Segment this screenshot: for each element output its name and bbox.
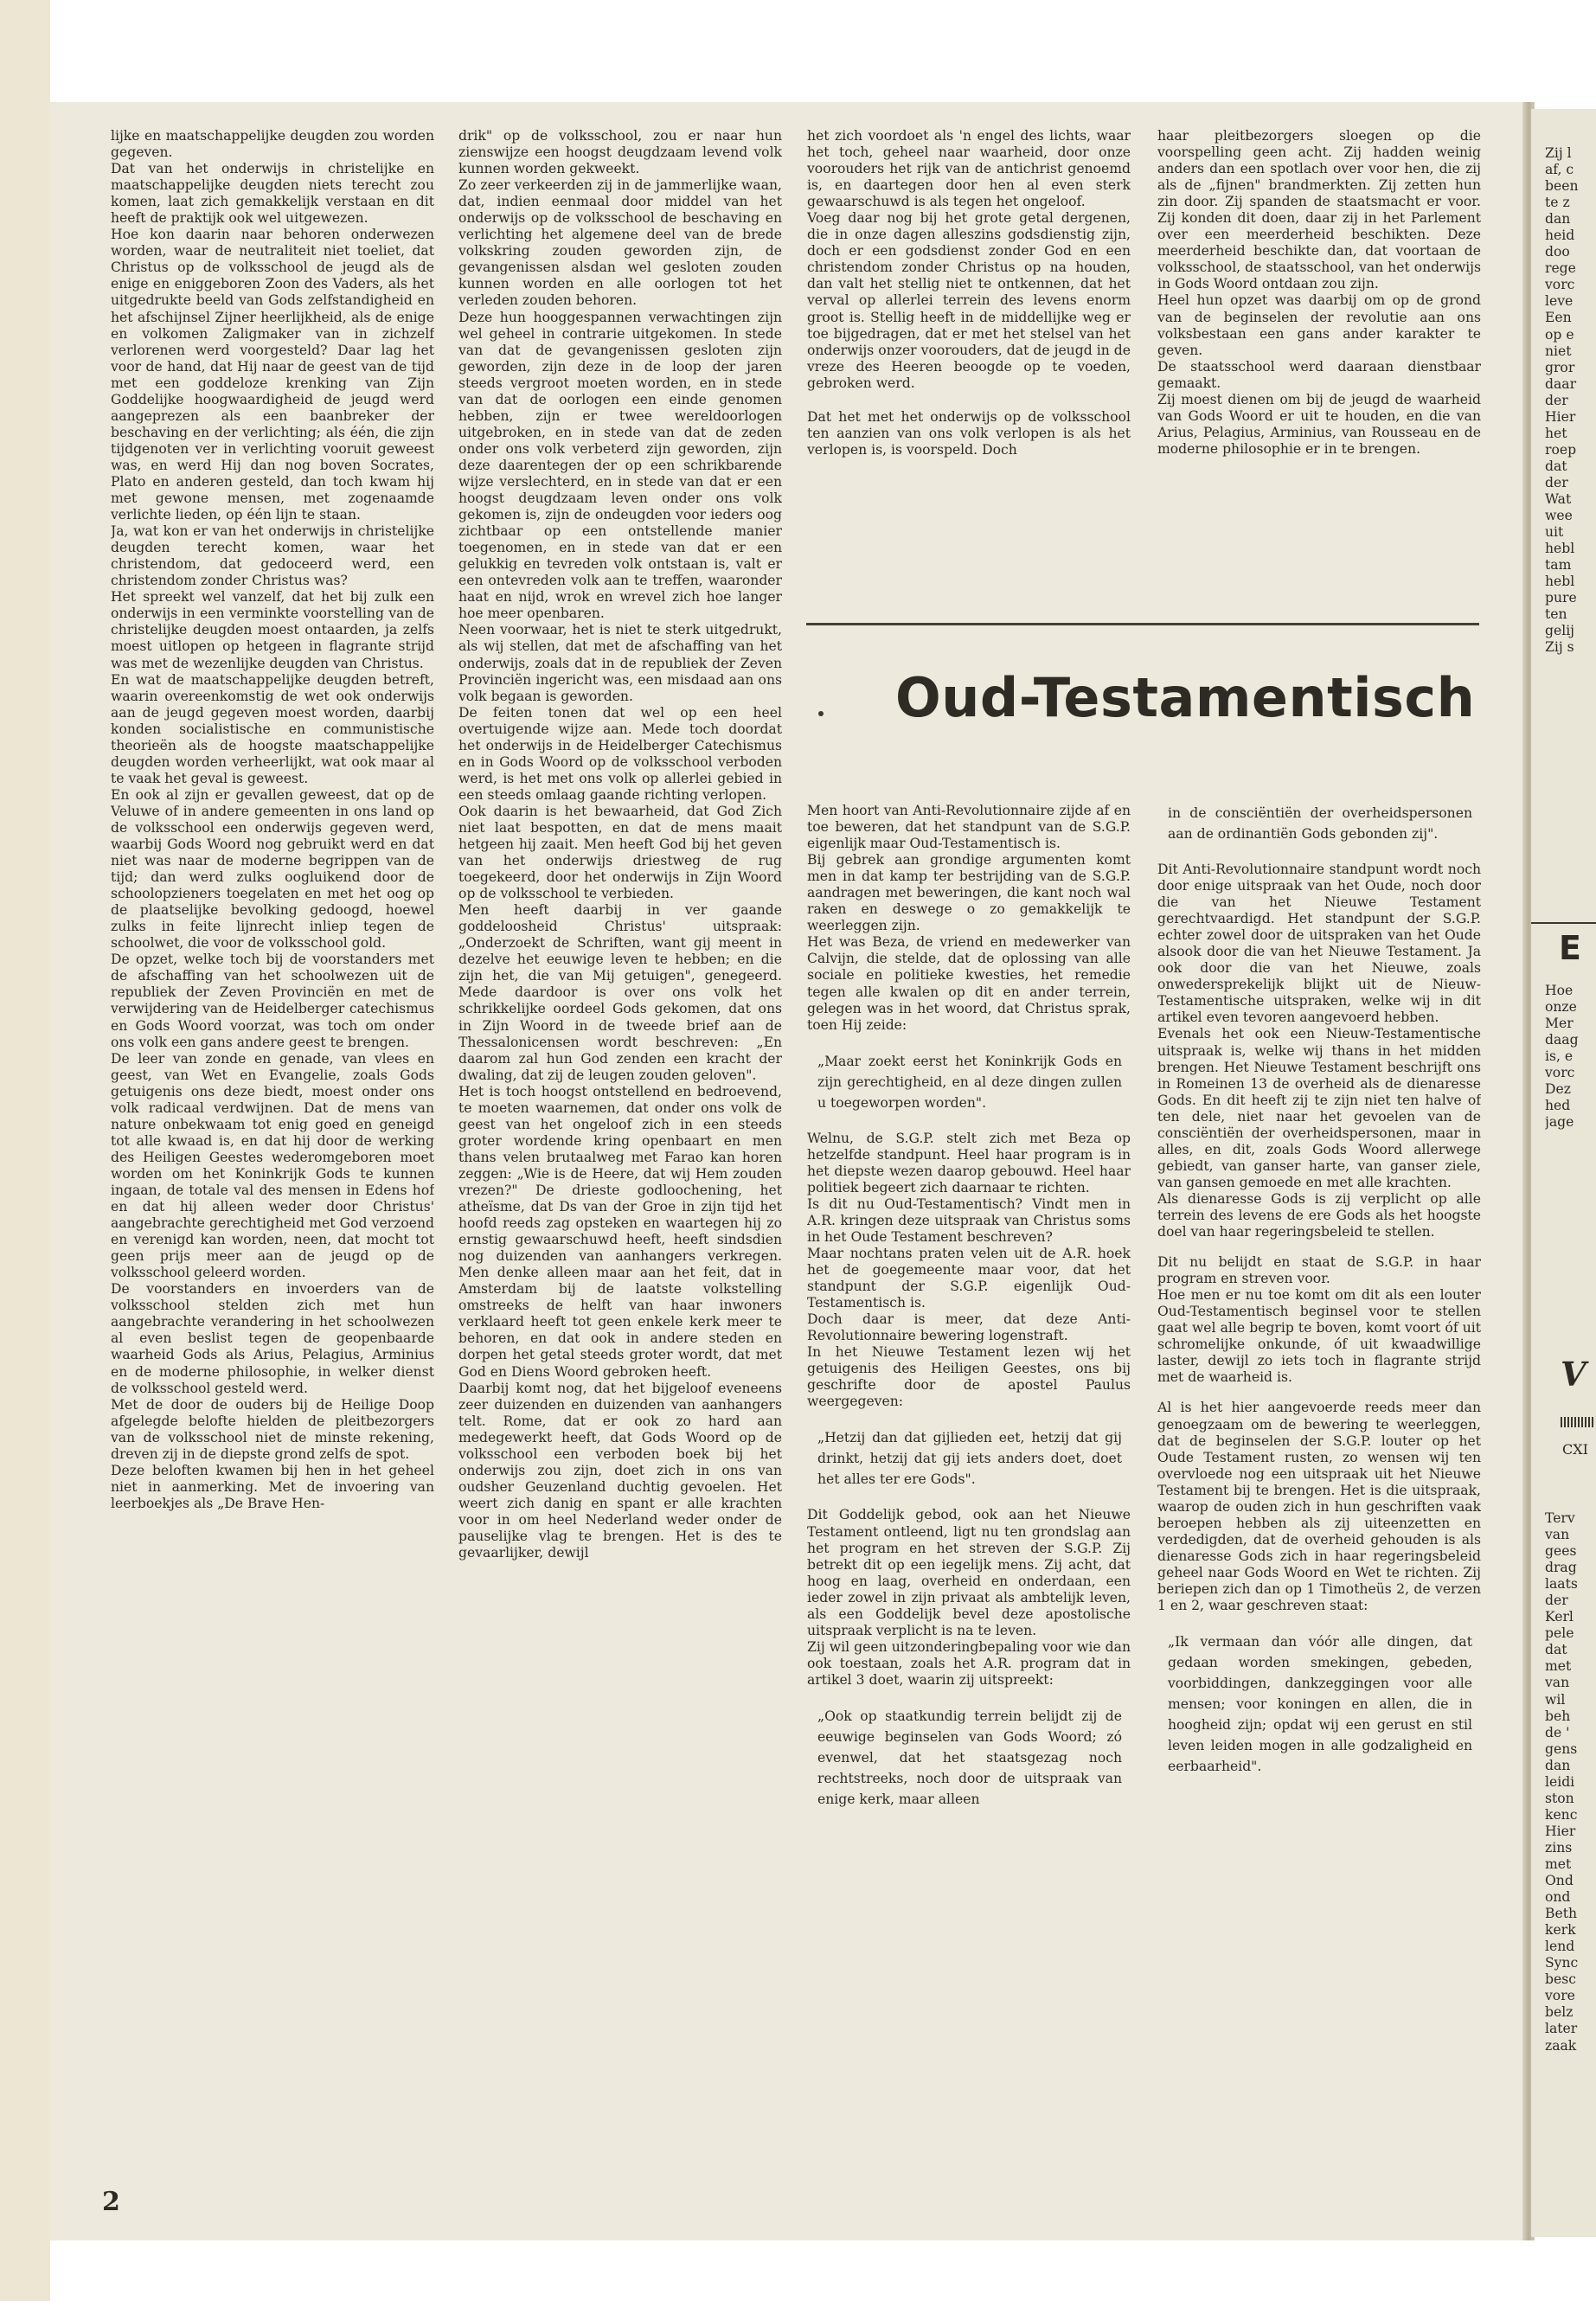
fragment-line: Hoe [1545, 983, 1574, 998]
fragment-line: gens [1545, 1740, 1578, 1757]
quotation: „Ik vermaan dan vóór alle dingen, dat gedaan worden smekingen, gebeden, voorbiddingen, dankzeggingen voor alle mensen; voor koningen en allen, die in hoogheid zijn; opdat wij een gerust en stil leven leiden mogen in alle godzaligheid en eerbaarheid". [1168, 1634, 1472, 1775]
paragraph: Dit Anti-Revolutionnaire standpunt wordt noch door enige uitspraak van het Oude, noch door die van het Nieuwe Testament gerechtvaardigd. Het standpunt der S.G.P. echter zowel door de uitspraken van het Oude alsook door die van het Nieuwe Testament. Ja ook door die van het Nieuwe, zoals onwedersprekelijk blijkt uit de Nieuw-Testamentische uitspraken, welke wij in dit artikel even tevoren aangevoerd hebben. [1157, 862, 1481, 1026]
fragment-line: vorc [1545, 1065, 1575, 1081]
quotation: „Maar zoekt eerst het Koninkrijk Gods en zijn gerechtigheid, en al deze dingen zullen u toegeworpen worden". [817, 1053, 1122, 1111]
fragment-line: vorc [1545, 277, 1575, 293]
paragraph: Men hoort van Anti-Revolutionnaire zijde af en toe beweren, dat het standpunt van de S.G.P. eigenlijk maar Oud-Testamentisch is. [807, 803, 1131, 852]
bullet-mark [818, 711, 824, 716]
fragment-line: pele [1545, 1625, 1574, 1642]
fragment-line: jage [1545, 1114, 1574, 1131]
fragment-line: wil [1545, 1691, 1566, 1708]
section-divider [806, 623, 1479, 625]
fragment-line: zins [1545, 1839, 1573, 1856]
article-column-3-top [807, 128, 1131, 595]
fragment-line: kerk [1545, 1922, 1576, 1939]
paragraph: Dit Goddelijk gebod, ook aan het Nieuwe Testament ontleend, ligt nu ten grondslag aan het program en het streven der S.G.P. Zij betrekt dit op een iegelijk mens. Zij acht, dat hoog en laag, overheid en onderdaan, een ieder zowel in zijn privaat als ambtelijk leven, als een Goddelijk bevel deze apostolische uitspraak verplicht is na te leven. [807, 1507, 1131, 1638]
article-headline: Oud-Testamentisch [895, 666, 1476, 729]
fragment-line: Ond [1545, 1873, 1574, 1889]
fragment-line: roep [1545, 441, 1577, 458]
article-column-3-bottom [807, 803, 1131, 2135]
paragraph: het zich voordoet als 'n engel des lichts, waar het toch, geheel naar waarheid, door onze voorouders het rijk van de antichrist genoemd is, en daartegen door hen al even sterk gewaarschuwd is als tegen het ongeloof. [807, 128, 1131, 210]
fragment-line: Sync [1545, 1955, 1579, 1971]
paragraph: De feiten tonen dat wel op een heel overtuigende wijze aan. Mede toch doordat het onderwijs in de Heidelberger Catechismus en in Gods Woord op de volksschool verboden werd, is het met ons volk op allerlei gebied in een steeds omlaag gaande richting verlopen. [458, 704, 782, 803]
fragment-line: van [1545, 1675, 1570, 1691]
article-column-4-bottom [1157, 803, 1481, 2135]
fragment-line: is, e [1545, 1048, 1574, 1065]
paragraph: Als dienaresse Gods is zij verplicht op alle terrein des levens de ere Gods als het hoogste doel van haar regeringsbeleid te stellen. [1157, 1190, 1481, 1240]
paragraph: Zo zeer verkeerden zij in de jammerlijke waan, dat, indien eenmaal door middel van het onderwijs op de volksschool de beschaving en verlichting het algemene deel van de brede volkskring zouden geworden zijn, de gevangenissen alsdan wel gesloten zouden kunnen worden en alle oorlogen tot het verleden zouden behoren. [458, 177, 782, 309]
fragment-line: besc [1545, 1971, 1576, 1988]
paragraph: Doch daar is meer, dat deze Anti-Revolutionnaire bewering logenstraft. [807, 1311, 1131, 1344]
fragment-line: gror [1545, 359, 1575, 375]
fragment-line: Kerl [1545, 1609, 1574, 1625]
fragment-line: later [1545, 2021, 1578, 2037]
paragraph: Neen voorwaar, het is niet te sterk uitgedrukt, als wij stellen, dat met de afschaffing van het onderwijs, zoals dat in de republiek der Zeven Provinciën ingericht was, een misdaad aan ons volk begaan is geworden. [458, 622, 782, 704]
paragraph: Ook daarin is het bewaarheid, dat God Zich niet laat bespotten, en dat de mens maait hetgeen hij zaait. Men heeft God bij het geven van het onderwijs driestweg de rug toegekeerd, door het onderwijs in Zijn Woord op de volksschool te verbieden. [458, 803, 782, 902]
fragment-line: drag [1545, 1560, 1577, 1576]
next-page-text-bottom [1545, 1510, 1596, 2054]
paragraph: In het Nieuwe Testament lezen wij het getuigenis des Heiligen Geestes, ons bij geschrifte door de apostel Paulus weergegeven: [807, 1344, 1131, 1410]
quotation: in de consciëntiën der overheidspersonen aan de ordinantiën Gods gebonden zij". [1168, 805, 1472, 842]
fragment-line: dat [1545, 458, 1567, 474]
page-number: 2 [102, 2187, 120, 2217]
paragraph: De leer van zonde en genade, van vlees en geest, van Wet en Evangelie, zoals Gods getuigenis ons deze biedt, moest onder ons volk radicaal verdwijnen. Dat de mens van nature onbekwaam tot enig goed en geneigd tot alle kwaad is, en dat hij door de werking des Heiligen Geestes wederomgeboren moet worden om het Koninkrijk Gods te kunnen ingaan, de totale val des mensen in Edens hof en dat hij alleen weder door Christus' aangebrachte gerechtigheid met God verzoend en verenigd kan worden, neen, dat mocht tot geen prijs meer aan de jeugd op de volksschool geleerd worden. [111, 1050, 434, 1281]
paragraph: Met de door de ouders bij de Heilige Doop afgelegde belofte hielden de pleitbezorgers van de volksschool niet de minste rekening, dreven zij in de diepste grond zelfs de spot. [111, 1396, 434, 1462]
fragment-line: laats [1545, 1576, 1578, 1593]
paragraph: Het is toch hoogst ontstellend en bedroevend, te moeten waarnemen, dat onder ons volk de geest van het ongeloof zich in een steeds groter wordende kring openbaart en men thans velen brutaalweg met Farao kan horen zeggen: „Wie is de Heere, dat wij Hem zouden vrezen?" De drieste godloochening, het atheïsme, dat Ds van der Groe in zijn tijd het hoofd reeds zag opsteken en waartegen hij zo ernstig gewaarschuwd heeft, heeft sindsdien nog duizenden van aanhangers verkregen. Men denke alleen maar aan het feit, dat in Amsterdam bij de laatste volkstelling omstreeks de helft van haar inwoners verklaard heeft tot geen enkele kerk meer te behoren, en dat ook in andere steden en dorpen het getal steeds groter wordt, dat met God en Diens Woord gebroken heeft. [458, 1083, 782, 1380]
article-column-4-top [1157, 128, 1481, 595]
fragment-line: van [1545, 1527, 1570, 1543]
paragraph: De voorstanders en invoerders van de volksschool stelden zich met hun aangebrachte verandering in het schoolwezen al even beslist tegen de geopenbaarde waarheid Gods als Arius, Pelagius, Arminius en de moderne philosophie, in welker dienst de volksschool gesteld werd. [111, 1281, 434, 1396]
paragraph: Dat van het onderwijs in christelijke en maatschappelijke deugden niets terecht zou komen, laat zich gemakkelijk verstaan en dit heeft de praktijk ook wel uitgewezen. [111, 161, 434, 227]
fragment-line: onze [1545, 999, 1577, 1016]
paragraph: drik" op de volksschool, zou er naar hun zienswijze een hoogst deugdzaam levend volk kunnen worden gekweekt. [458, 128, 782, 177]
paragraph: Maar nochtans praten velen uit de A.R. hoek het de goegemeente maar voor, dat het standpunt der S.G.P. eigenlijk Oud-Testamentisch is. [807, 1245, 1131, 1311]
fragment-line: daag [1545, 1032, 1579, 1048]
article-column-1 [111, 128, 434, 2182]
fragment-line: Een [1545, 310, 1572, 326]
fragment-line: beh [1545, 1708, 1571, 1724]
fragment-line: het [1545, 425, 1567, 441]
fragment-line: uit [1545, 524, 1564, 541]
paragraph: Hoe kon daarin naar behoren onderwezen worden, waar de neutraliteit niet toeliet, dat Christus op de volksschool de jeugd als de enige en eniggeboren Zoon des Vaders, als het uitgedrukte beeld van Gods zelfstandigheid en het afschijnsel Zijner heerlijkheid, als de enige en volkomen Zaligmaker van in zichzelf verlorenen werd voorgesteld? Daar lag het voor de hand, dat Hij naar de geest van de tijd met een goddeloze krenking van Zijn Goddelijke hoogwaardigheid de jeugd werd aangeprezen als een baanbreker der beschaving en der verlichting; als één, die zijn tijdgenoten ver in verlichting vooruit geweest was, en werd Hij dan nog boven Socrates, Plato en anderen gesteld, dan toch kwam hij met gewone mensen, met zogenaamde verlichte lieden, op één lijn te staan. [111, 227, 434, 523]
fragment-line: Terv [1545, 1510, 1575, 1526]
fragment-line: lend [1545, 1939, 1575, 1955]
fragment-line: been [1545, 178, 1579, 195]
fragment-line: der [1545, 392, 1568, 408]
fragment-line: der [1545, 474, 1568, 490]
paragraph: Hoe men er nu toe komt om dit als een louter Oud-Testamentisch beginsel voor te stellen gaat wel alle begrip te boven, komt voort óf uit schromelijke onkunde, óf uit kwaadwillige laster, dewijl zo iets toch in flagrante strijd met de waarheid is. [1157, 1287, 1481, 1386]
quotation: „Ook op staatkundig terrein belijdt zij de eeuwige beginselen van Gods Woord; zó evenwel, dat het staatsgezag noch rechtstreeks, noch door de uitspraak van enige kerk, maar alleen [817, 1708, 1122, 1807]
fragment-line: wee [1545, 508, 1573, 524]
fragment-line: dan [1545, 1757, 1571, 1773]
fragment-line: dan [1545, 211, 1571, 228]
paragraph: Zij wil geen uitzonderingbepaling voor wie dan ook toestaan, zoals het A.R. program dat in artikel 3 doet, waarin zij uitspreekt: [807, 1638, 1131, 1688]
fragment-line: Zij s [1545, 639, 1574, 656]
fragment-line: gelij [1545, 623, 1575, 639]
fragment-line: Zij l [1545, 145, 1572, 161]
fragment-line: hebl [1545, 574, 1575, 590]
fragment-line: doo [1545, 244, 1570, 260]
fragment-line: heid [1545, 228, 1575, 244]
next-page-fragment [1531, 109, 1596, 2237]
paragraph: Dit nu belijdt en staat de S.G.P. in haar program en streven voor. [1157, 1254, 1481, 1287]
fragment-line: Dez [1545, 1081, 1571, 1098]
paragraph: Dat het met het onderwijs op de volksschool ten aanzien van ons volk verlopen is als het verlopen is, is voorspeld. Doch [807, 408, 1131, 458]
paragraph: lijke en maatschappelijke deugden zou worden gegeven. [111, 128, 434, 161]
paragraph: En wat de maatschappelijke deugden betreft, waarin overeenkomstig de wet ook onderwijs aan de jeugd gegeven moest worden, daarbij konden socialistische en communistische theorieën als de hoogste maatschappelijke deugden worden verheerlijkt, wat ook maar al te vaak het geval is geweest. [111, 671, 434, 786]
fragment-line: belz [1545, 2004, 1574, 2021]
paragraph: Is dit nu Oud-Testamentisch? Vindt men in A.R. kringen deze uitspraak van Christus soms in het Oude Testament beschreven? [807, 1195, 1131, 1245]
fragment-line: Hier [1545, 408, 1576, 425]
fragment-line: niet [1545, 343, 1572, 359]
masthead-rule [1561, 1417, 1595, 1427]
fragment-line: op e [1545, 326, 1574, 343]
fragment-line: met [1545, 1856, 1572, 1872]
fragment-line: ond [1545, 1889, 1571, 1906]
fragment-line: dat [1545, 1642, 1567, 1658]
paragraph: Al is het hier aangevoerde reeds meer dan genoegzaam om de bewering te weerleggen, dat de beginselen der S.G.P. louter op het Oude Testament rusten, zo wensen wij ten overvloede nog een uitspraak uit het Nieuwe Testament bij te brengen. Het is die uitspraak, waarop de ouden zich in hun geschriften vaak beroepen hebben als zij uiteenzetten en verdedigden, dat de overheid gehouden is als dienaresse Gods zich in haar regeringsbeleid geheel naar Gods Woord en Wet te richten. Zij beriepen zich dan op 1 Timotheüs 2, de verzen 1 en 2, waar geschreven staat: [1157, 1400, 1481, 1614]
fragment-line: hebl [1545, 541, 1575, 557]
fragment-line: daar [1545, 375, 1577, 392]
binding-spine [0, 0, 50, 2301]
fragment-line: tam [1545, 557, 1572, 574]
paragraph: Ja, wat kon er van het onderwijs in christelijke deugden terecht komen, waar het christendom, dat gedoceerd werd, een christendom zonder Christus was? [111, 523, 434, 589]
paragraph: Het spreekt wel vanzelf, dat het bij zulk een onderwijs in een verminkte voorstelling van de christelijke deugden moest ontaarden, ja zelfs moest uitlopen op hetgeen in flagrante strijd was met de wezenlijke deugden van Christus. [111, 589, 434, 671]
paragraph: De opzet, welke toch bij de voorstanders met de afschaffing van het schoolwezen uit de republiek der Zeven Provinciën en met de verwijdering van de Heidelberger catechismus en Gods Woord voorzat, was toch om onder ons volk een gans andere geest te brengen. [111, 952, 434, 1050]
next-page-masthead: V [1561, 1355, 1586, 1394]
fragment-line: zaak [1545, 2037, 1577, 2054]
paragraph: Het was Beza, de vriend en medewerker van Calvijn, die stelde, dat de oplossing van alle sociale en politieke kwesties, het remedie tegen alle kwalen op dit en ander terrein, gelegen was in het woord, dat Christus sprak, toen Hij zeide: [807, 934, 1131, 1033]
paragraph: Welnu, de S.G.P. stelt zich met Beza op hetzelfde standpunt. Heel haar program is in het diepste wezen daarop gebouwd. Heel haar politiek begeert zich daarnaar te richten. [807, 1130, 1131, 1195]
fragment-line: ston [1545, 1790, 1574, 1806]
fragment-line: gees [1545, 1543, 1577, 1560]
fragment-line: rege [1545, 260, 1576, 277]
fragment-line: der [1545, 1593, 1568, 1609]
next-page-text-middle [1545, 983, 1596, 1131]
fragment-line: af, c [1545, 162, 1574, 178]
fragment-line: kenc [1545, 1806, 1578, 1823]
fragment-line: de ' [1545, 1724, 1570, 1740]
paragraph: Zij moest dienen om bij de jeugd de waarheid van Gods Woord er uit te houden, en die van Arius, Pelagius, Arminius, van Rousseau en de moderne philosophie er in te brengen. [1157, 391, 1481, 457]
fragment-line: leidi [1545, 1773, 1575, 1790]
paragraph: Heel hun opzet was daarbij om op de grond van de beginselen der revolutie aan ons volksbestaan een gans ander karakter te geven. [1157, 292, 1481, 358]
paragraph: De staatsschool werd daaraan dienstbaar gemaakt. [1157, 358, 1481, 391]
fragment-line: ten [1545, 606, 1567, 623]
fragment-line: met [1545, 1658, 1572, 1675]
fragment-line: pure [1545, 590, 1577, 606]
paragraph: Voeg daar nog bij het grote getal dergenen, die in onze dagen alleszins godsdienstig zijn, doch er een godsdienst zonder God en een christendom zonder Christus op na houden, dan valt het stellig niet te ontkennen, dat het verval op allerlei terrein des levens enorm groot is. Stellig heeft in de middellijke weg er toe bijgedragen, dat er met het stelsel van het onderwijs onzer voorouders, dat de jeugd in de vreze des Heeren beoogde op te voeden, gebroken werd. [807, 210, 1131, 391]
fragment-line: te z [1545, 195, 1570, 211]
paragraph: Deze beloften kwamen bij hen in het geheel niet in aanmerking. Met de invoering van leerboekjes als „De Brave Hen- [111, 1462, 434, 1511]
next-page-text-top [1545, 145, 1596, 656]
issue-number: CXI [1562, 1441, 1588, 1458]
paragraph: haar pleitbezorgers sloegen op die voorspelling geen acht. Zij hadden weinig anders dan een spotlach over voor hen, die zij als de „fijnen" brandmerkten. Zij zetten hun zin door. Zij spanden de staatsmacht er voor. Zij konden dit doen, daar zij in het Parlement over een meerderheid beschikten. Deze meerderheid beschikte dan, dat voortaan de volksschool, de staatsschool, van het onderwijs in Gods Woord ontdaan zou zijn. [1157, 128, 1481, 292]
fragment-line: vore [1545, 1988, 1575, 2004]
fragment-line: Beth [1545, 1906, 1577, 1922]
fragment-line: Wat [1545, 490, 1572, 507]
article-column-2 [458, 128, 782, 2182]
paragraph: Men heeft daarbij in ver gaande goddeloosheid Christus' uitspraak: „Onderzoekt de Schriften, want gij meent in dezelve het eeuwige leven te hebben; en die zijn het, die van Mij getuigen", genegeerd. Mede daardoor is over ons volk het schrikkelijke oordeel Gods gekomen, dat ons in Zijn Woord in de tweede brief aan de Thessalonicensen wordt beschreven: „En daarom zal hun God zenden een kracht der dwaling, dat zij de leugen zouden geloven". [458, 902, 782, 1083]
quotation: „Hetzij dan dat gijlieden eet, hetzij dat gij drinkt, hetzij dat gij iets anders doet, doet het alles ter ere Gods". [817, 1430, 1122, 1488]
paragraph: En ook al zijn er gevallen geweest, dat op de Veluwe of in andere gemeenten in ons land op de volksschool een onderwijs gegeven werd, waarbij Gods Woord nog gebruikt werd en dat niet was naar de moderne begrippen van de tijd; dan werd zulks oogluikend door de schoolopzieners toegelaten en met het oog op de plaatselijke bevolking gedoogd, hoewel zulks in feite lijnrecht inliep tegen de schoolwet, die voor de volksschool gold. [111, 786, 434, 952]
next-page-heading: E [1559, 929, 1581, 967]
fragment-line: hed [1545, 1098, 1571, 1114]
paragraph: Evenals het ook een Nieuw-Testamentische uitspraak is, welke wij thans in het midden brengen. Het Nieuwe Testament beschrijft ons in Romeinen 13 de overheid als de dienaresse Gods. En dit heeft zij te zijn niet ten halve of ten dele, niet naar het gevoelen van de consciëntiën der overheidspersonen, maar in alles, en dit, zoals Gods Woord allerwege gebiedt, van ganser harte, van ganser ziele, van gansen gemoede en met alle krachten. [1157, 1026, 1481, 1190]
fragment-line: Hier [1545, 1823, 1576, 1839]
paragraph: Bij gebrek aan grondige argumenten komt men in dat kamp ter bestrijding van de S.G.P. aandragen met beweringen, die kant noch wal raken en deswege o zo gemakkelijk te weerleggen zijn. [807, 852, 1131, 934]
paragraph: Deze hun hooggespannen verwachtingen zijn wel geheel in contrarie uitgekomen. In stede van dat de gevangenissen gesloten zijn geworden, zijn deze in de loop der jaren steeds vergroot moeten worden, en in stede van dat de oorlogen een einde genomen hebben, zijn er twee wereldoorlogen uitgebroken, en in stede van dat de zeden onder ons volk verbeterd zijn geworden, zijn deze daarentegen der op een schrikbarende wijze verslechterd, en in stede van dat er een hoogst deugdzaam leven onder ons volk gekomen is, zijn de ondeugden voor ieders oog zichtbaar op een ontstellende manier toegenomen, en in stede van dat er een gelukkig en tevreden volk ontstaan is, valt er een ontevreden volk aan te treffen, waaronder haat en nijd, wrok en wrevel zich hoe langer hoe meer openbaren. [458, 309, 782, 622]
fragment-line: Mer [1545, 1016, 1574, 1032]
paragraph: Daarbij komt nog, dat het bijgeloof eveneens zeer duizenden en duizenden van aanhangers telt. Rome, dat er ook zo hard aan medegewerkt heeft, dat Gods Woord op de volksschool een verboden boek bij het onderwijs zou zijn, doet zich in ons van oudsher Geuzenland duchtig gevoelen. Het weert zich danig en spant er alle krachten voor in om heel Nederland weder onder de pauselijke vlag te brengen. Het is des te gevaarlijker, dewijl [458, 1380, 782, 1561]
fragment-line: leve [1545, 293, 1574, 310]
next-page-divider [1531, 922, 1596, 924]
